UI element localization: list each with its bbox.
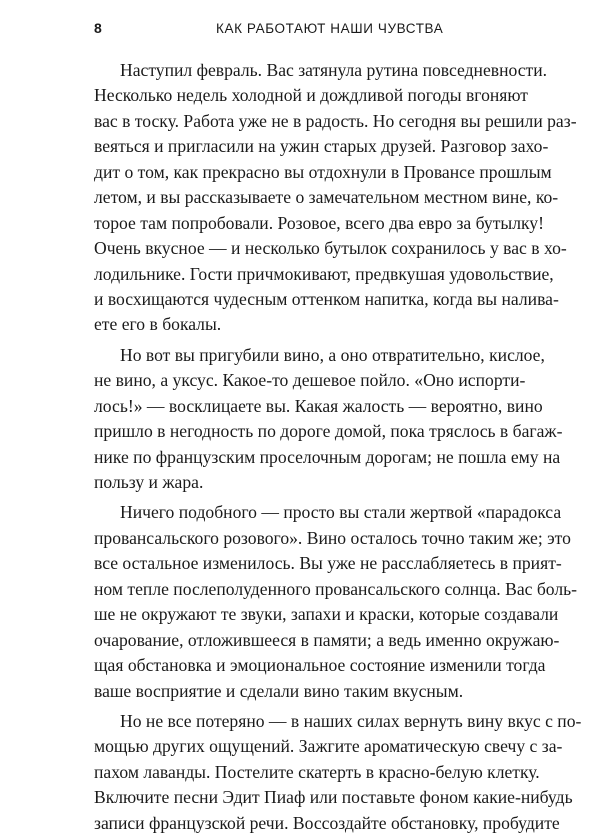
text-line: провансальского розового». Вино осталось точно таким же; это (94, 527, 571, 548)
text-line: торое там попробовали. Розовое, всего два евро за бутылку! (94, 212, 544, 233)
text-line: все остальное изменилось. Вы уже не расслабляетесь в прият- (94, 553, 562, 574)
text-line: ном тепле послеполуденного провансальского солнца. Вас боль- (94, 578, 578, 599)
text-line: нике по французским проселочным дорогам; не пошла ему на (94, 446, 561, 467)
text-line: лось!» — восклицаете вы. Какая жалость — вероятно, вино (94, 395, 543, 416)
text-line: пользу и жара. (94, 472, 204, 492)
page-number: 8 (94, 20, 103, 36)
text-line: летом, и вы рассказываете о замечательном местном вине, ко- (94, 187, 559, 208)
text-line: Включите песни Эдит Пиаф или поставьте фоном какие-нибудь (94, 787, 573, 808)
text-line: ше не окружают те звуки, запахи и краски, которые создавали (94, 604, 559, 625)
text-line: Ничего подобного — просто вы стали жертвой «парадокса (120, 502, 562, 523)
text-line: записи французской речи. Воссоздайте обстановку, пробудите (94, 812, 560, 833)
paragraph (94, 343, 563, 496)
text-line: веяться и пригласили на ужин старых друзей. Разговор захо- (94, 136, 549, 157)
text-line: пришло в негодность по дороге домой, пока тряслось в багаж- (94, 421, 563, 442)
text-line: Несколько недель холодной и дождливой погоды вгоняют (94, 85, 528, 106)
text-line: Но не все потеряно — в наших силах вернуть вину вкус с по- (120, 710, 582, 731)
book-title: КАК РАБОТАЮТ НАШИ ЧУВСТВА (216, 21, 444, 36)
text-line: Но вот вы пригубили вино, а оно отвратительно, кислое, (120, 344, 545, 365)
text-line: ете его в бокалы. (94, 314, 222, 335)
running-head (94, 20, 516, 40)
text-line: и восхищаются чудесным оттенком напитка, когда вы налива- (94, 288, 559, 309)
text-line: лодильнике. Гости причмокивают, предвкушая удовольствие, (94, 263, 554, 284)
text-line: ваше восприятие и сделали вино таким вкусным. (94, 680, 464, 701)
paragraph (94, 709, 582, 836)
text-line: дит о том, как прекрасно вы отдохнули в Провансе прошлым (94, 161, 552, 182)
paragraph (94, 58, 577, 338)
text-line: мощью других ощущений. Зажгите ароматическую свечу с за- (94, 736, 563, 757)
text-line: Наступил февраль. Вас затянула рутина повседневности. (120, 60, 548, 80)
text-line: щая обстановка и эмоциональное состояние изменили тогда (94, 655, 546, 676)
text-line: пахом лаванды. Постелите скатерть в красно-белую клетку. (94, 761, 540, 782)
text-line: Очень вкусное — и несколько бутылок сохранилось у вас в хо- (94, 238, 567, 259)
text-line: вас в тоску. Работа уже не в радость. Но сегодня вы решили раз- (94, 110, 577, 131)
body-text (94, 58, 582, 836)
paragraph (94, 500, 578, 704)
text-line: очарование, отложившееся в памяти; а ведь именно окружаю- (94, 629, 560, 650)
text-line: не вино, а уксус. Какое-то дешевое пойло. «Оно испорти- (94, 370, 526, 391)
